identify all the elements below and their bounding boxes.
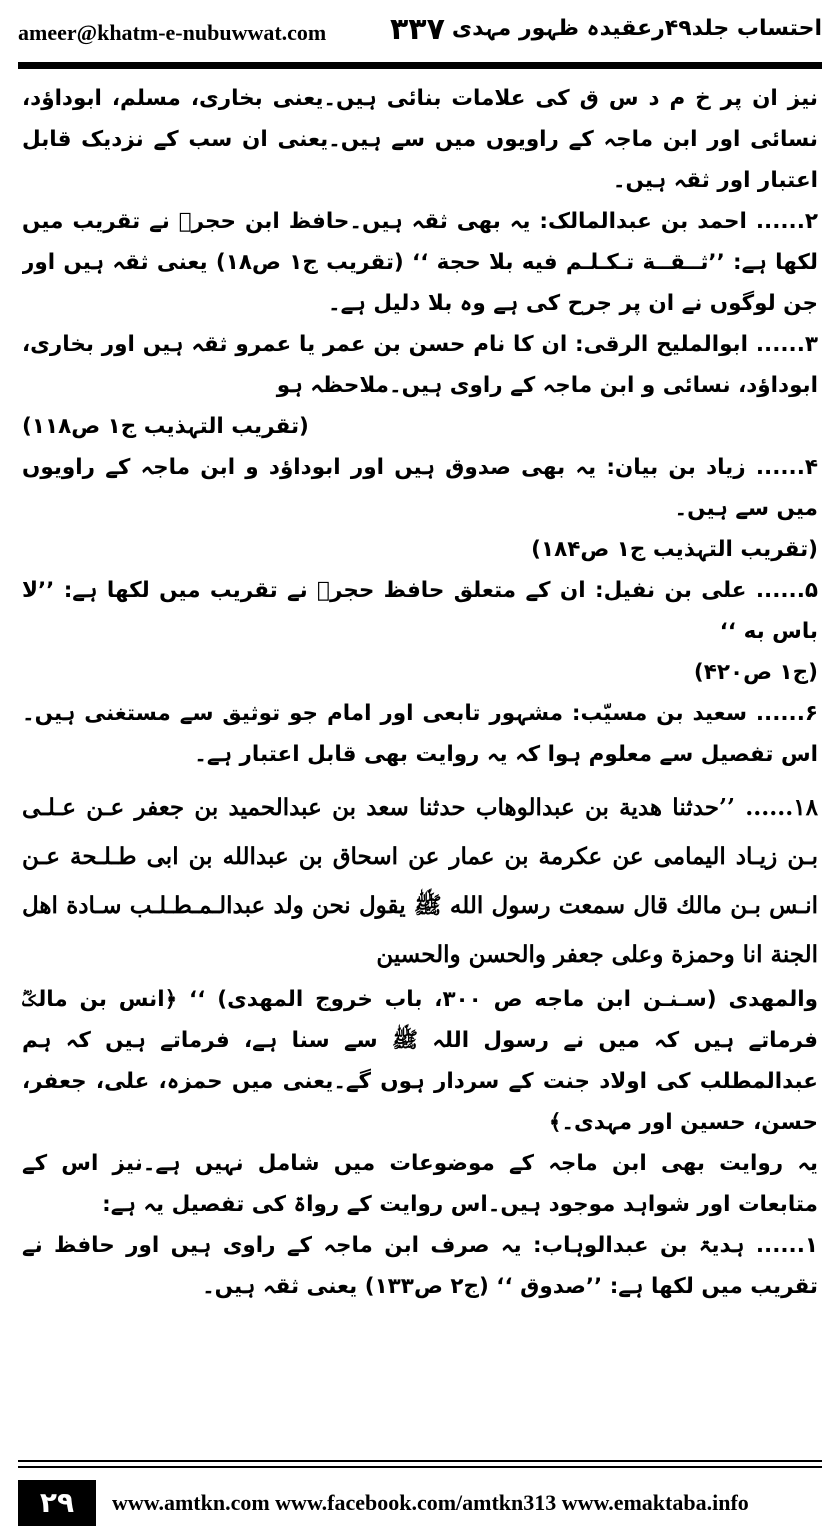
running-title: احتساب جلد۴۹رعقیدہ ظہور مہدی <box>451 16 822 41</box>
footer-rule <box>18 1460 822 1462</box>
page-footer <box>18 1480 822 1526</box>
page-number: ۳۳۷ <box>390 12 445 47</box>
header-rule <box>18 62 822 69</box>
paragraph-intro: نیز ان پر خ م د س ق کی علامات بنائی ہیں۔یعنی بخاری، مسلم، ابوداؤد، نسائی اور ابن ماجہ کے راویوں میں سے ہیں۔یعنی ان سب کے نزدیک قابل اعتبار اور ثقہ ہیں۔ <box>22 86 818 193</box>
paragraph-item-2: ۲...... احمد بن عبدالمالک: یہ بھی ثقہ ہیں۔حافظ ابن حجرؒ نے تقریب میں لکھا ہے: ’’ثــقــة تـكـلـم فيه بلا حجة ‘‘ (تقریب ج۱ ص۱۸) یعنی ثقہ ہیں اور جن لوگوں نے ان پر جرح کی ہے وہ بلا دلیل ہے۔ <box>22 209 818 316</box>
paragraph-item-6: ۶...... سعید بن مسیّب: مشہور تابعی اور امام جو توثیق سے مستغنی ہیں۔اس تفصیل سے معلوم ہوا کہ یہ روایت بھی قابل اعتبار ہے۔ <box>22 701 818 767</box>
hadith-18-arabic: ۱۸...... ’’حدثنا هدية بن عبدالوهاب حدثنا سعد بن عبدالحميد بن جعفر عـن عـلـى بـن زيـاد اليمامى عن عكرمة بن عمار عن اسحاق بن عبدالله بن ابى طـلـحة عـن انـس بـن مالك قال سمعت رسول الله ﷺ يقول نحن ولد عبدالـمـطـلـب سـادة اهل الجنة انا وحمزة وعلى جعفر والحسن والحسين <box>22 794 818 968</box>
footer-page-badge: ۲۹ <box>18 1480 96 1526</box>
paragraph-note: یہ روایت بھی ابن ماجہ کے موضوعات میں شامل نہیں ہے۔نیز اس کے متابعات اور شواہد موجود ہیں۔اس روایت کے رواۃ کی تفصیل یہ ہے: <box>22 1151 818 1217</box>
page-header <box>18 6 822 56</box>
footer-links: www.amtkn.com www.facebook.com/amtkn313 www.emaktaba.info <box>112 1490 749 1515</box>
page-body <box>22 78 818 1436</box>
paragraph-item-3: ۳...... ابوالملیح الرقی: ان کا نام حسن بن عمر یا عمرو ثقہ ہیں اور بخاری، ابوداؤد، نسائی و ابن ماجہ کے راوی ہیں۔ملاحظہ ہو <box>22 332 818 398</box>
paragraph-narrator-1: ۱...... ہدیۃ بن عبدالوہاب: یہ صرف ابن ماجہ کے راوی ہیں اور حافظ نے تقریب میں لکھا ہے: ’’صدوق ‘‘ (ج۲ ص۱۳۳) یعنی ثقہ ہیں۔ <box>22 1233 818 1299</box>
hadith-18-translation: والمهدى (سـنـن ابن ماجه ص ۳۰۰، باب خروج المهدى) ‘‘ ﴿انس بن مالکؓ فرماتے ہیں کہ میں نے رسول اللہ ﷺ سے سنا ہے، فرماتے ہیں کہ ہم عبدالمطلب کی اولاد جنت کے سردار ہوں گے۔یعنی میں حمزہ، علی، جعفر، حسن، حسین اور مہدی۔﴾ <box>22 987 818 1135</box>
reference-item-3: (تقریب التہذیب ج۱ ص۱۱۸) <box>22 414 309 439</box>
reference-item-5: (ج۱ ص۴۲۰) <box>693 660 818 685</box>
paragraph-item-5: ۵...... علی بن نفیل: ان کے متعلق حافظ حجرؒ نے تقریب میں لکھا ہے: ’’لا باس به ‘‘ <box>22 578 818 644</box>
paragraph-item-4: ۴...... زیاد بن بیان: یہ بھی صدوق ہیں اور ابوداؤد و ابن ماجہ کے راویوں میں سے ہیں۔ <box>22 455 818 521</box>
footer-rule-secondary <box>18 1466 822 1468</box>
reference-item-4: (تقریب التہذیب ج۱ ص۱۸۴) <box>531 537 818 562</box>
header-email: ameer@khatm-e-nubuwwat.com <box>18 20 327 45</box>
